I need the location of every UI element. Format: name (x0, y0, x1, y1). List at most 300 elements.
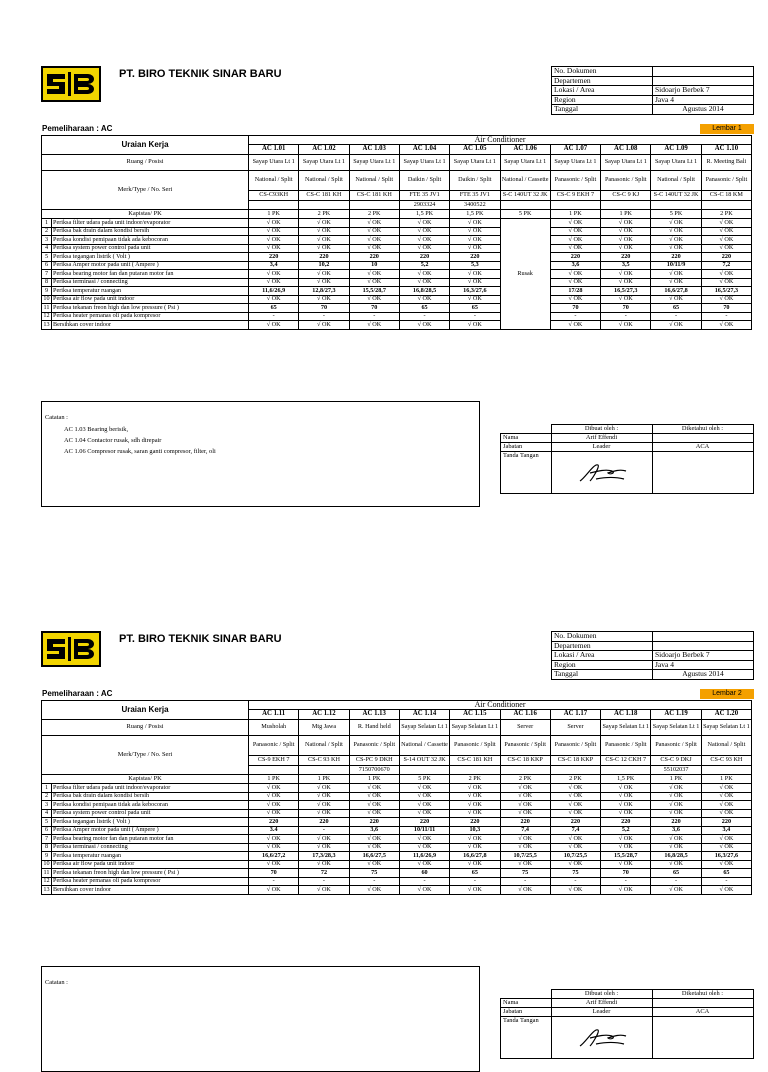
check-value: √ OK (399, 236, 449, 245)
unit-brand: National / Split (299, 171, 349, 191)
check-value: √ OK (550, 792, 600, 801)
unit-serial: CS-C93KH (249, 191, 299, 201)
check-value: 10/11/11 (399, 826, 449, 835)
unit-room: Server (500, 720, 550, 736)
air-conditioner-header: Air Conditioner (249, 136, 752, 145)
check-value: 5,2 (601, 826, 651, 835)
check-value: √ OK (249, 278, 299, 287)
unit-capacity: 1 PK (701, 775, 751, 784)
check-value: √ OK (601, 236, 651, 245)
ruang-label: Ruang / Posisi (42, 155, 249, 171)
unit-serial-2 (651, 201, 701, 210)
unit-id: AC 1.02 (299, 145, 349, 155)
check-value: √ OK (601, 843, 651, 852)
check-value: 16,6/27,8 (651, 287, 701, 296)
task-row (42, 877, 752, 886)
check-value: - (299, 312, 349, 321)
company-name: PT. BIRO TEKNIK SINAR BARU (119, 633, 282, 645)
check-value: 5,2 (399, 261, 449, 270)
info-label: Departemen (552, 76, 653, 86)
check-value: √ OK (349, 295, 399, 304)
check-value: √ OK (500, 784, 550, 793)
check-value: √ OK (701, 843, 751, 852)
check-value: √ OK (349, 236, 399, 245)
known-by-header: Diketahui oleh : (652, 990, 753, 999)
unit-capacity: 2 PK (450, 775, 500, 784)
known-by-position: ACA (652, 1008, 753, 1017)
unit-room: R. Hand held (349, 720, 399, 736)
check-value: √ OK (399, 801, 449, 810)
info-row (552, 95, 754, 105)
check-value: √ OK (349, 843, 399, 852)
check-value: √ OK (450, 244, 500, 253)
task-row (42, 261, 752, 270)
check-value: √ OK (450, 278, 500, 287)
unit-serial-2 (550, 201, 600, 210)
check-value: √ OK (701, 321, 751, 330)
check-value: 65 (450, 869, 500, 878)
info-value: Sidoarjo Berbek 7 (653, 651, 754, 661)
made-by-position: Leader (551, 443, 652, 452)
check-value: √ OK (550, 295, 600, 304)
check-value: √ OK (701, 219, 751, 228)
task-number: 12 (43, 312, 50, 319)
unit-serial: CS-C 9 DKJ (651, 756, 701, 766)
check-value: √ OK (701, 227, 751, 236)
info-row (552, 651, 754, 661)
check-value: √ OK (399, 219, 449, 228)
unit-room: Sayap Utara Lt 1 (651, 155, 701, 171)
task-text: Periksa temperatur ruangan (52, 852, 249, 861)
position-label: Jabatan (501, 1008, 552, 1017)
check-value: √ OK (601, 860, 651, 869)
check-value: √ OK (450, 321, 500, 330)
unit-id: AC 1.19 (651, 710, 701, 720)
task-row (42, 295, 752, 304)
check-value: √ OK (601, 227, 651, 236)
check-value: 15,5/28,7 (349, 287, 399, 296)
task-number: 3 (42, 801, 52, 810)
check-value: √ OK (450, 809, 500, 818)
task-text: Periksa bak drain dalam kondisi bersih (52, 227, 249, 236)
check-value: 17/28 (550, 287, 600, 296)
check-value: √ OK (601, 244, 651, 253)
task-text: Periksa terminasi / connecting (52, 278, 249, 287)
unit-serial-2 (701, 201, 751, 210)
unit-id: AC 1.10 (701, 145, 751, 155)
task-row (42, 860, 752, 869)
check-value: √ OK (651, 270, 701, 279)
check-value: 11,6/26,9 (399, 852, 449, 861)
check-value: √ OK (349, 809, 399, 818)
task-number: 8 (42, 278, 52, 287)
check-value: 70 (299, 304, 349, 313)
unit-room: R. Meeting Bali (701, 155, 751, 171)
unit-capacity: 1 PK (601, 210, 651, 219)
check-value: √ OK (450, 860, 500, 869)
unit-serial: S-14 OUT 32 JK (399, 756, 449, 766)
check-value: √ OK (500, 801, 550, 810)
check-value: 60 (399, 869, 449, 878)
unit-serial-2: 55102037 (651, 766, 701, 775)
unit-serial-2 (500, 201, 550, 210)
task-text: Periksa Amper motor pada unit ( Ampere ) (52, 261, 249, 270)
info-label: Departemen (552, 641, 653, 651)
unit-serial-2 (550, 766, 600, 775)
check-value: √ OK (500, 843, 550, 852)
check-value: √ OK (651, 321, 701, 330)
check-value: √ OK (550, 278, 600, 287)
unit-serial: CS-C 9 EKH 7 (550, 191, 600, 201)
info-label: Tanggal (552, 105, 653, 115)
task-row (42, 809, 752, 818)
check-value: - (399, 312, 449, 321)
check-value: 220 (349, 253, 399, 262)
task-text: Periksa tegangan listrik ( Volt ) (52, 818, 249, 827)
check-value: √ OK (249, 236, 299, 245)
check-value: 220 (349, 818, 399, 827)
notes-label: Catatan : (45, 979, 68, 986)
check-value: √ OK (399, 835, 449, 844)
note-line: AC 1.06 Compresor rusak, saran ganti compresor, filter, oli (64, 448, 216, 455)
unit-capacity: 1 PK (349, 775, 399, 784)
unit-id: AC 1.20 (701, 710, 751, 720)
task-number: 5 (42, 818, 52, 827)
check-value: √ OK (399, 792, 449, 801)
check-value: √ OK (651, 801, 701, 810)
check-value: - (651, 312, 701, 321)
task-number: 2 (42, 792, 52, 801)
task-number: 11 (42, 869, 52, 878)
check-value: 16,8/28,5 (651, 852, 701, 861)
check-value: √ OK (500, 860, 550, 869)
check-value: √ OK (349, 886, 399, 895)
check-value: √ OK (249, 801, 299, 810)
check-value: 220 (550, 253, 600, 262)
check-value: √ OK (349, 860, 399, 869)
check-value: √ OK (249, 835, 299, 844)
check-value: - (349, 877, 399, 886)
position-label: Jabatan (501, 443, 552, 452)
check-value: √ OK (249, 321, 299, 330)
check-value: 3,6 (349, 826, 399, 835)
check-value: √ OK (399, 270, 449, 279)
unit-serial: CS-C 18 KM (701, 191, 751, 201)
unit-brand: Panasonic / Split (651, 736, 701, 756)
check-value: √ OK (349, 801, 399, 810)
task-row (42, 801, 752, 810)
check-value: 220 (299, 818, 349, 827)
info-value: Agustus 2014 (653, 105, 754, 115)
check-value: 220 (601, 818, 651, 827)
check-value: 3,5 (601, 261, 651, 270)
unit-brand: Panasonic / Split (550, 736, 600, 756)
unit-room: Sayap Utara Lt 1 (399, 155, 449, 171)
info-value: Agustus 2014 (653, 670, 754, 680)
ruang-label: Ruang / Posisi (42, 720, 249, 736)
check-value: - (249, 877, 299, 886)
task-row (42, 843, 752, 852)
uraian-kerja-header: Uraian Kerja (42, 136, 249, 155)
unit-serial: S-C 140UT 32 JK (500, 191, 550, 201)
task-number: 12 (43, 877, 50, 884)
check-value: √ OK (550, 886, 600, 895)
check-value: √ OK (249, 843, 299, 852)
unit-serial-2 (349, 201, 399, 210)
check-value: √ OK (651, 236, 701, 245)
info-value: Java 4 (653, 660, 754, 670)
unit-room: Musholah (249, 720, 299, 736)
check-value: √ OK (651, 278, 701, 287)
task-number: 7 (42, 835, 52, 844)
check-value: √ OK (399, 295, 449, 304)
made-by-name: Arif Effendi (551, 999, 652, 1008)
check-value: 10/11/9 (651, 261, 701, 270)
task-number: 9 (42, 287, 52, 296)
sheet-label: Lembar 2 (700, 689, 754, 699)
check-value: 220 (701, 253, 751, 262)
check-value: - (601, 877, 651, 886)
task-row (42, 278, 752, 287)
signature (551, 1017, 652, 1059)
check-value: 220 (651, 818, 701, 827)
unit-serial-2: 7150700670 (349, 766, 399, 775)
check-value: 65 (701, 869, 751, 878)
check-value: - (299, 826, 349, 835)
check-value: √ OK (701, 278, 751, 287)
unit-brand: Panasonic / Split (349, 736, 399, 756)
unit-serial: S-C 140UT 32 JK (651, 191, 701, 201)
task-text: Periksa temperatur ruangan (52, 287, 249, 296)
unit-room: Sayap Utara Lt 1 (450, 155, 500, 171)
check-value: - (701, 312, 751, 321)
check-value: - (701, 877, 751, 886)
signature-label: Tanda Tangan (501, 452, 552, 494)
unit-room: Sayap Utara Lt 1 (249, 155, 299, 171)
info-row (552, 641, 754, 651)
task-number: 7 (42, 270, 52, 279)
check-value: √ OK (249, 860, 299, 869)
unit-brand: Panasonic / Split (601, 171, 651, 191)
check-value: √ OK (249, 784, 299, 793)
check-value: - (399, 877, 449, 886)
check-value: √ OK (299, 801, 349, 810)
check-value: √ OK (399, 843, 449, 852)
unit-room: Sayap Selatan Lt 1 (701, 720, 751, 736)
unit-capacity: 1 PK (550, 210, 600, 219)
check-value: 220 (399, 818, 449, 827)
notes-box (41, 966, 480, 1072)
check-value: √ OK (249, 809, 299, 818)
unit-capacity: 1,5 PK (399, 210, 449, 219)
task-row (42, 852, 752, 861)
merk-label: Merk/Type / No. Seri (42, 171, 249, 210)
unit-serial: CS-PC 9 DKH (349, 756, 399, 766)
made-by-header: Dibuat oleh : (551, 990, 652, 999)
task-text: Periksa bearing motor fan dan putaran motor fan (52, 270, 249, 279)
unit-room: Sayap Selatan Lt 1 (651, 720, 701, 736)
task-row (42, 253, 752, 262)
info-row (552, 86, 754, 96)
task-row (42, 826, 752, 835)
task-number: 6 (42, 826, 52, 835)
check-value: √ OK (601, 219, 651, 228)
check-value: 65 (249, 304, 299, 313)
unit-serial: FTE 35 JV1 (450, 191, 500, 201)
check-value: √ OK (651, 860, 701, 869)
task-number: 3 (42, 236, 52, 245)
unit-capacity: 1,5 PK (450, 210, 500, 219)
unit-serial-2: 2903324 (399, 201, 449, 210)
check-value: √ OK (299, 295, 349, 304)
signature-mark (572, 455, 632, 487)
check-value: 16,8/28,5 (399, 287, 449, 296)
maintenance-table (41, 135, 752, 330)
info-label: Tanggal (552, 670, 653, 680)
check-value: √ OK (651, 219, 701, 228)
check-value: √ OK (651, 809, 701, 818)
check-value: √ OK (701, 784, 751, 793)
task-number: 1 (42, 219, 52, 228)
check-value: 3,6 (651, 826, 701, 835)
unit-id: AC 1.09 (651, 145, 701, 155)
check-value: - (450, 312, 500, 321)
info-row (552, 670, 754, 680)
task-row (42, 869, 752, 878)
check-value: - (349, 312, 399, 321)
signature-table (500, 424, 754, 494)
unit-capacity: 2 PK (701, 210, 751, 219)
check-value: 220 (399, 253, 449, 262)
unit-serial: CS-C 93 KH (299, 756, 349, 766)
check-value: 220 (500, 818, 550, 827)
air-conditioner-header: Air Conditioner (249, 701, 752, 710)
document-info-table (551, 66, 754, 115)
check-value: 75 (500, 869, 550, 878)
unit-brand: Panasonic / Split (450, 736, 500, 756)
check-value: √ OK (500, 835, 550, 844)
task-number: 2 (42, 227, 52, 236)
unit-room: Sayap Utara Lt 1 (500, 155, 550, 171)
check-value: √ OK (601, 321, 651, 330)
unit-id: AC 1.04 (399, 145, 449, 155)
check-value: √ OK (651, 784, 701, 793)
task-text: Periksa heater pemanas oli pada kompresor (52, 877, 249, 886)
check-value: √ OK (349, 270, 399, 279)
unit-id: AC 1.07 (550, 145, 600, 155)
check-value: √ OK (601, 295, 651, 304)
check-value: √ OK (550, 784, 600, 793)
check-value: 65 (651, 304, 701, 313)
check-value: - (550, 877, 600, 886)
unit-capacity: 2 PK (550, 775, 600, 784)
check-value: √ OK (651, 792, 701, 801)
task-text: Periksa air flow pada unit indoor (52, 295, 249, 304)
unit-id: AC 1.16 (500, 710, 550, 720)
unit-room: Sayap Selatan Lt 1 (601, 720, 651, 736)
unit-capacity: 2 PK (500, 775, 550, 784)
check-value: 220 (299, 253, 349, 262)
task-text: Bersihkan cover indoor (52, 886, 249, 895)
signature-table (500, 989, 754, 1059)
unit-brand: National / Split (651, 171, 701, 191)
check-value: √ OK (249, 244, 299, 253)
made-by-position: Leader (551, 1008, 652, 1017)
unit-serial: CS-C 18 KKP (500, 756, 550, 766)
info-value (653, 632, 754, 642)
kapasitas-label: Kapistas/ PK (42, 210, 249, 219)
unit-brand: Panasonic / Split (550, 171, 600, 191)
unit-id: AC 1.14 (399, 710, 449, 720)
check-value: √ OK (399, 860, 449, 869)
task-row (42, 270, 752, 279)
check-value: √ OK (601, 792, 651, 801)
check-value: 15,5/28,7 (601, 852, 651, 861)
task-text: Periksa bearing motor fan dan putaran motor fan (52, 835, 249, 844)
check-value: √ OK (450, 843, 500, 852)
check-value: 65 (450, 304, 500, 313)
unit-brand: National / Cassette (500, 171, 550, 191)
info-label: Lokasi / Area (552, 651, 653, 661)
known-by-position: ACA (652, 443, 753, 452)
unit-id: AC 1.11 (249, 710, 299, 720)
kapasitas-label: Kapistas/ PK (42, 775, 249, 784)
check-value: √ OK (701, 270, 751, 279)
check-value: √ OK (299, 809, 349, 818)
task-text: Periksa kondisi pemipaan tidak ada kebocoran (52, 801, 249, 810)
unit-serial: FTE 35 JV1 (399, 191, 449, 201)
info-label: No. Dokumen (552, 67, 653, 77)
check-value: 16,3/27,6 (450, 287, 500, 296)
unit-brand: National / Split (349, 171, 399, 191)
check-value: √ OK (249, 270, 299, 279)
sheet-label: Lembar 1 (700, 124, 754, 134)
info-label: Region (552, 95, 653, 105)
task-number: 9 (42, 852, 52, 861)
task-number: 10 (43, 295, 50, 302)
unit-brand: Panasonic / Split (601, 736, 651, 756)
signature (551, 452, 652, 494)
check-value: √ OK (550, 801, 600, 810)
check-value: - (249, 312, 299, 321)
check-value: √ OK (299, 270, 349, 279)
check-value: √ OK (601, 270, 651, 279)
check-value: 7,2 (701, 261, 751, 270)
company-logo (41, 66, 101, 102)
unit-serial: CS-C 181 KH (450, 756, 500, 766)
check-value: 10,7/25,5 (550, 852, 600, 861)
company-name: PT. BIRO TEKNIK SINAR BARU (119, 68, 282, 80)
unit-serial: CS-C 181 KH (299, 191, 349, 201)
check-value: 10 (349, 261, 399, 270)
unit-id: AC 1.05 (450, 145, 500, 155)
maintenance-table (41, 700, 752, 895)
signature-mark (572, 1020, 632, 1052)
check-value: 220 (601, 253, 651, 262)
check-value: 220 (550, 818, 600, 827)
unit-capacity: 5 PK (651, 210, 701, 219)
info-label: Lokasi / Area (552, 86, 653, 96)
check-value: √ OK (701, 792, 751, 801)
task-text: Periksa heater pemanas oli pada kompresor (52, 312, 249, 321)
unit-room: Sayap Utara Lt 1 (349, 155, 399, 171)
check-value: √ OK (299, 219, 349, 228)
unit-brand: Daikin / Split (450, 171, 500, 191)
check-value: √ OK (651, 835, 701, 844)
check-value: √ OK (550, 219, 600, 228)
info-label: Region (552, 660, 653, 670)
check-value: √ OK (299, 843, 349, 852)
